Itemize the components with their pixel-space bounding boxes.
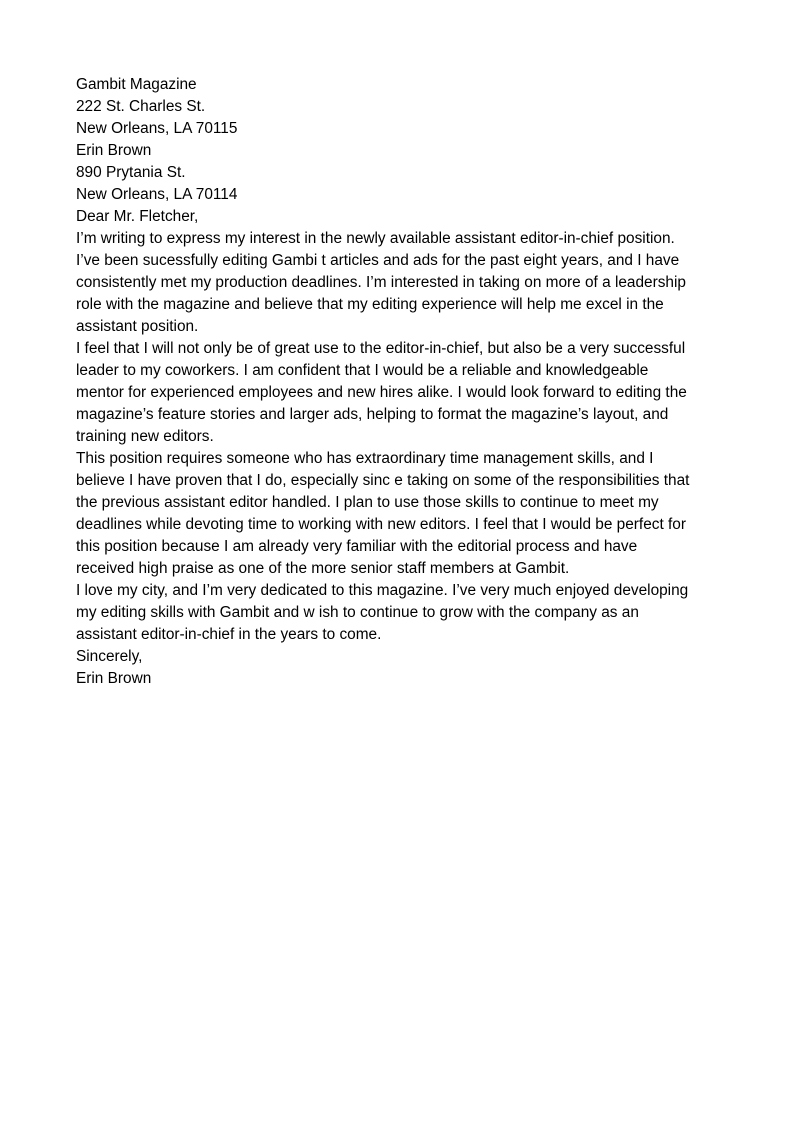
letter-body [76, 228, 721, 646]
sender-address [76, 74, 721, 140]
closing: Sincerely, [76, 648, 143, 665]
body-paragraph-4: I love my city, and I’m very dedicated to this magazine. I’ve very much enjoyed developing my editing skills with Gambit and w ish to continue to grow with the company as an assistant editor-in-chief in the years to come. [76, 582, 689, 643]
body-paragraph-1: I’m writing to express my interest in the newly available assistant editor-in-chief position. I’ve been sucessfully editing Gambi t articles and ads for the past eight years, and I have consistently met my production deadlines. I’m interested in taking on more of a leadership role with the magazine and believe that my editing experience will help me excel in the assistant position. [76, 230, 686, 335]
letter-page [76, 74, 721, 690]
sender-city-line: New Orleans, LA 70115 [76, 120, 238, 137]
recipient-street: 890 Prytania St. [76, 164, 186, 181]
recipient-address [76, 140, 721, 206]
recipient-name: Erin Brown [76, 142, 152, 159]
body-paragraph-2: I feel that I will not only be of great use to the editor-in-chief, but also be a very successful leader to my coworkers. I am confident that I would be a reliable and knowledgeable mentor for experienced employees and new hires alike. I would look forward to editing the magazine’s feature stories and larger ads, helping to format the magazine’s layout, and training new editors. [76, 340, 687, 445]
recipient-city-line: New Orleans, LA 70114 [76, 186, 238, 203]
sender-street: 222 St. Charles St. [76, 98, 206, 115]
sender-company: Gambit Magazine [76, 76, 197, 93]
signature-name: Erin Brown [76, 670, 152, 687]
body-paragraph-3: This position requires someone who has extraordinary time management skills, and I believe I have proven that I do, especially sinc e taking on some of the responsibilities that the previous assistant editor handled. I plan to use those skills to continue to meet my deadlines while devoting time to working with new editors. I feel that I would be perfect for this position because I am already very familiar with the editorial process and have received high praise as one of the more senior staff members at Gambit. [76, 450, 690, 577]
salutation: Dear Mr. Fletcher, [76, 208, 199, 225]
